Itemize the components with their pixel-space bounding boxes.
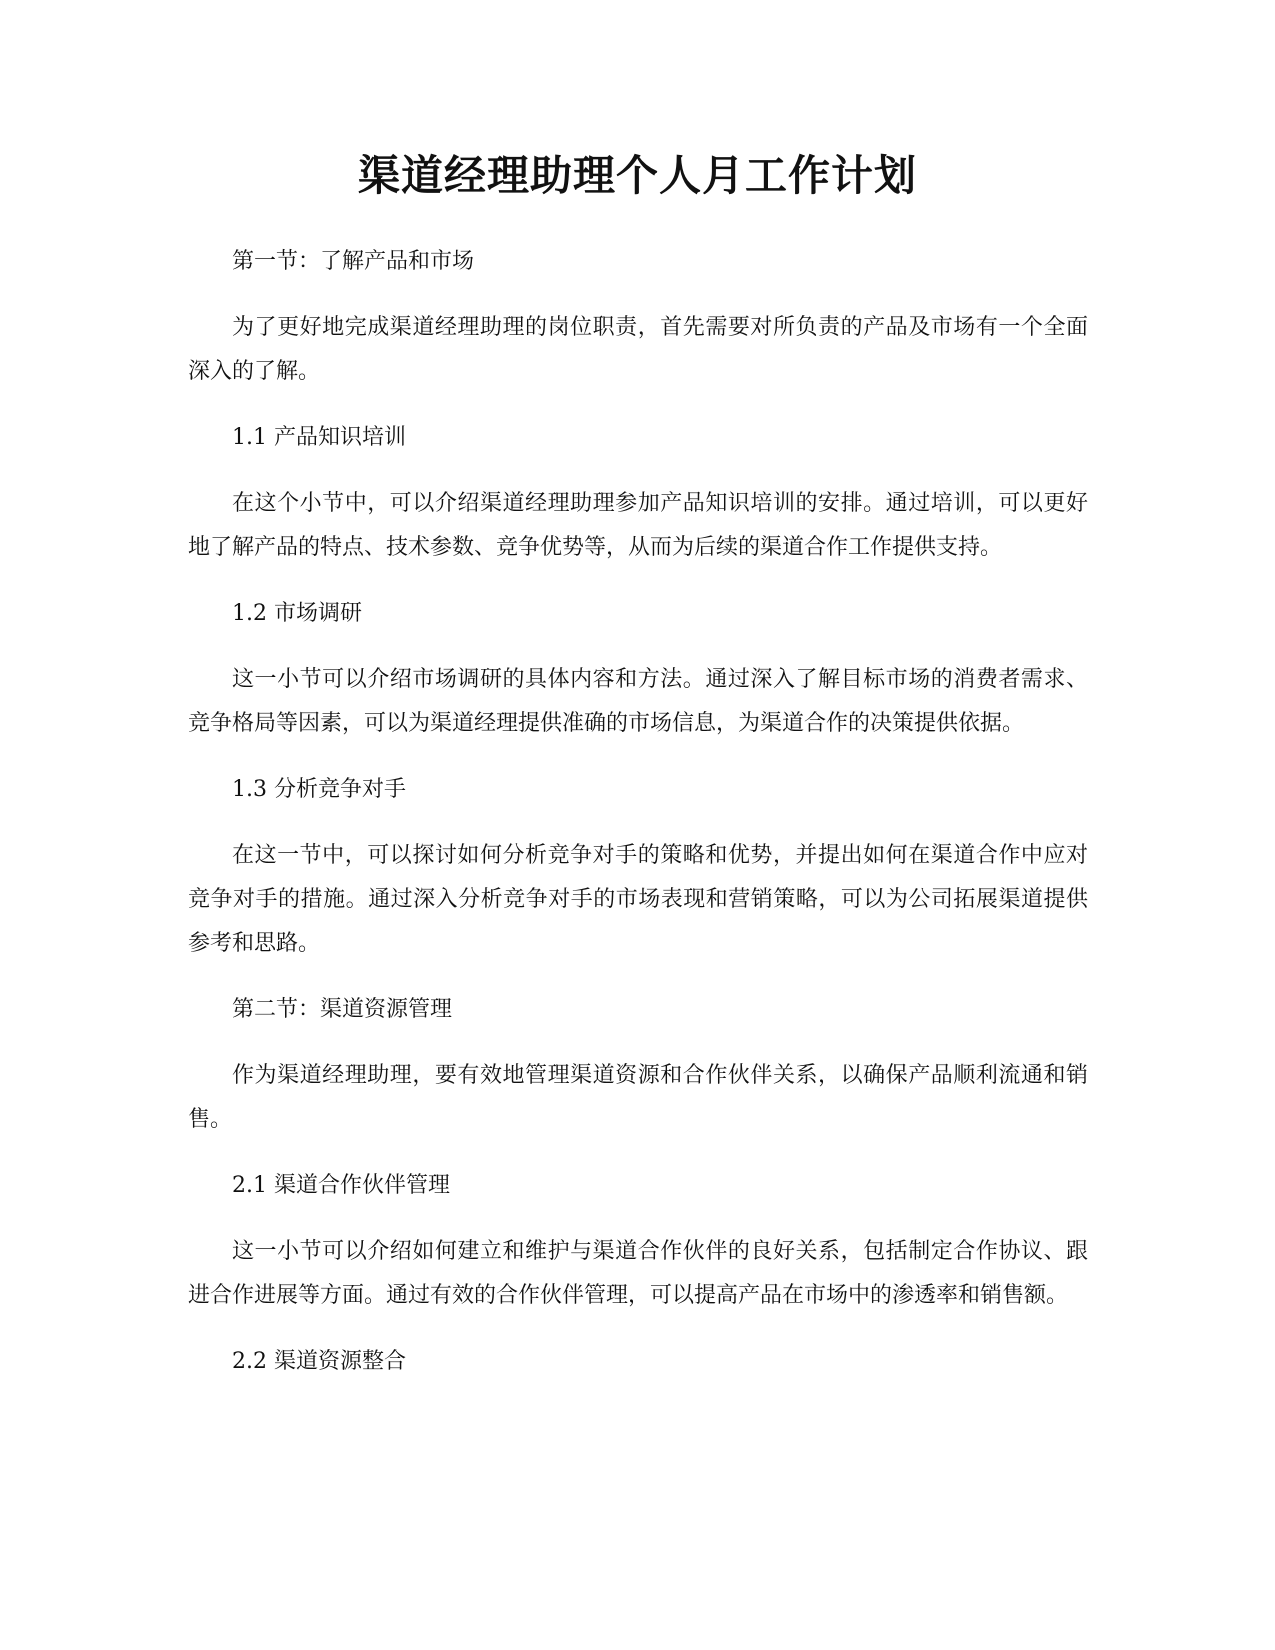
subsection-heading-1-1: 1.1 产品知识培训 (232, 425, 406, 450)
subsection-heading-1-2: 1.2 市场调研 (232, 601, 362, 626)
subsection-heading-1-3: 1.3 分析竞争对手 (232, 777, 406, 802)
paragraph: 为了更好地完成渠道经理助理的岗位职责，首先需要对所负责的产品及市场有一个全面深入的了解。 (188, 315, 1088, 384)
subsection-heading-2-2: 2.2 渠道资源整合 (232, 1349, 406, 1374)
subsection-heading-2-1: 2.1 渠道合作伙伴管理 (232, 1173, 450, 1198)
paragraph: 作为渠道经理助理，要有效地管理渠道资源和合作伙伴关系，以确保产品顺利流通和销售。 (188, 1063, 1088, 1132)
paragraph: 这一小节可以介绍市场调研的具体内容和方法。通过深入了解目标市场的消费者需求、竞争格局等因素，可以为渠道经理提供准确的市场信息，为渠道合作的决策提供依据。 (188, 667, 1088, 736)
section-heading-1: 第一节：了解产品和市场 (232, 249, 475, 274)
paragraph: 在这个小节中，可以介绍渠道经理助理参加产品知识培训的安排。通过培训，可以更好地了解产品的特点、技术参数、竞争优势等，从而为后续的渠道合作工作提供支持。 (188, 491, 1088, 560)
section-heading-2: 第二节：渠道资源管理 (232, 997, 453, 1022)
document-body (188, 240, 1088, 1406)
paragraph: 在这一节中，可以探讨如何分析竞争对手的策略和优势，并提出如何在渠道合作中应对竞争对手的措施。通过深入分析竞争对手的市场表现和营销策略，可以为公司拓展渠道提供参考和思路。 (188, 843, 1088, 956)
document-title: 渠道经理助理个人月工作计划 (357, 151, 917, 200)
paragraph: 这一小节可以介绍如何建立和维护与渠道合作伙伴的良好关系，包括制定合作协议、跟进合作进展等方面。通过有效的合作伙伴管理，可以提高产品在市场中的渗透率和销售额。 (188, 1239, 1088, 1308)
